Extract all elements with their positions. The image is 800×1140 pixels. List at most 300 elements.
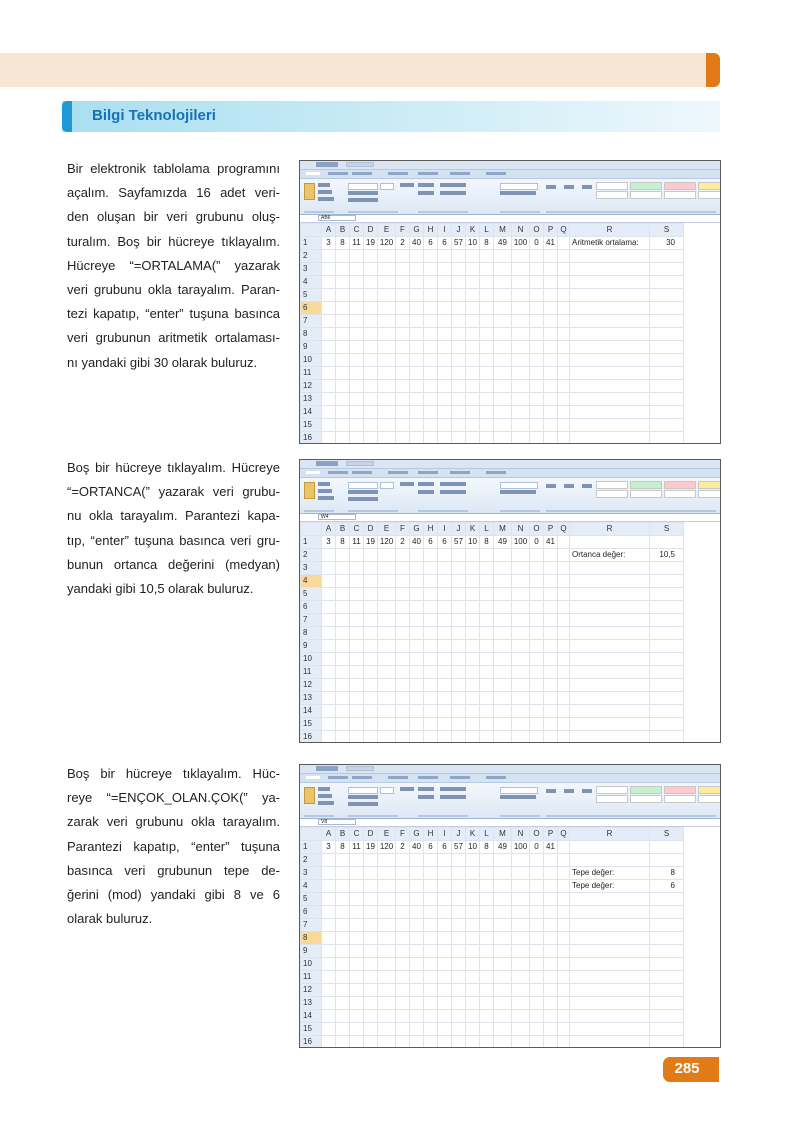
cell[interactable]	[650, 588, 684, 601]
column-header[interactable]: J	[452, 224, 466, 237]
cell[interactable]	[544, 315, 558, 328]
ribbon-dropdown[interactable]	[348, 787, 378, 794]
ribbon-icon[interactable]	[546, 789, 556, 793]
cell[interactable]	[350, 666, 364, 679]
cell[interactable]	[494, 997, 512, 1010]
cell[interactable]	[544, 588, 558, 601]
cell[interactable]	[544, 419, 558, 432]
data-cell[interactable]: 3	[322, 536, 336, 549]
cell[interactable]	[558, 1036, 570, 1049]
cell[interactable]	[466, 1036, 480, 1049]
cell[interactable]	[424, 315, 438, 328]
data-cell[interactable]: 49	[494, 536, 512, 549]
cell[interactable]	[558, 932, 570, 945]
cell[interactable]	[336, 984, 350, 997]
cell[interactable]	[466, 679, 480, 692]
cell[interactable]	[558, 945, 570, 958]
cell[interactable]	[512, 419, 530, 432]
cell[interactable]	[530, 679, 544, 692]
result-label[interactable]: Tepe değer:	[570, 880, 650, 893]
cell[interactable]	[350, 919, 364, 932]
data-cell[interactable]: 8	[480, 237, 494, 250]
column-header[interactable]: O	[530, 828, 544, 841]
cell[interactable]	[452, 679, 466, 692]
cell[interactable]	[480, 549, 494, 562]
cell[interactable]	[494, 880, 512, 893]
cell-style-swatch[interactable]	[698, 481, 721, 489]
row-header[interactable]: 16	[301, 731, 322, 744]
cell[interactable]	[570, 419, 650, 432]
ribbon-dropdown[interactable]	[348, 183, 378, 190]
cell[interactable]	[438, 971, 452, 984]
cell[interactable]	[364, 562, 378, 575]
cell[interactable]	[350, 932, 364, 945]
cell[interactable]	[322, 919, 336, 932]
cell[interactable]	[466, 906, 480, 919]
cell[interactable]	[396, 302, 410, 315]
cell[interactable]	[650, 679, 684, 692]
cell[interactable]	[466, 276, 480, 289]
cell[interactable]	[364, 718, 378, 731]
cell-style-swatch[interactable]	[664, 786, 696, 794]
cell[interactable]	[424, 692, 438, 705]
cell[interactable]	[452, 692, 466, 705]
cell[interactable]	[438, 328, 452, 341]
cell[interactable]	[650, 250, 684, 263]
column-header[interactable]: A	[322, 828, 336, 841]
ribbon-dropdown[interactable]	[380, 482, 394, 489]
column-header[interactable]: N	[512, 224, 530, 237]
cell[interactable]	[512, 984, 530, 997]
cell[interactable]	[466, 1023, 480, 1036]
cell[interactable]	[558, 679, 570, 692]
cell[interactable]	[570, 932, 650, 945]
cell[interactable]	[570, 367, 650, 380]
row-header[interactable]: 9	[301, 341, 322, 354]
cell[interactable]	[558, 380, 570, 393]
cell[interactable]	[452, 945, 466, 958]
cell[interactable]	[480, 984, 494, 997]
ribbon-icon[interactable]	[582, 185, 592, 189]
cell[interactable]	[494, 692, 512, 705]
cell[interactable]	[364, 971, 378, 984]
data-cell[interactable]: 40	[410, 536, 424, 549]
cell[interactable]	[466, 627, 480, 640]
cell[interactable]	[466, 932, 480, 945]
cell[interactable]	[378, 575, 396, 588]
cell[interactable]	[512, 919, 530, 932]
cell[interactable]	[544, 705, 558, 718]
cell[interactable]	[650, 640, 684, 653]
cell[interactable]	[480, 419, 494, 432]
cell[interactable]	[336, 562, 350, 575]
cell[interactable]	[378, 1036, 396, 1049]
cell[interactable]	[544, 731, 558, 744]
cell[interactable]	[350, 601, 364, 614]
cell[interactable]	[410, 880, 424, 893]
cell[interactable]	[480, 679, 494, 692]
ribbon-icon[interactable]	[318, 197, 334, 201]
cell[interactable]	[530, 880, 544, 893]
cell[interactable]	[650, 945, 684, 958]
cell[interactable]	[466, 250, 480, 263]
cell[interactable]	[452, 1010, 466, 1023]
data-cell[interactable]: 10	[466, 841, 480, 854]
cell[interactable]	[452, 867, 466, 880]
cell[interactable]	[378, 666, 396, 679]
ribbon-tab[interactable]	[486, 471, 506, 474]
cell[interactable]	[558, 867, 570, 880]
cell[interactable]	[396, 984, 410, 997]
cell[interactable]	[364, 302, 378, 315]
cell[interactable]	[364, 549, 378, 562]
cell[interactable]	[378, 945, 396, 958]
ribbon-icon[interactable]	[418, 490, 434, 494]
cell[interactable]	[336, 575, 350, 588]
column-header[interactable]: E	[378, 224, 396, 237]
cell[interactable]	[350, 731, 364, 744]
cell[interactable]	[544, 432, 558, 445]
cell[interactable]	[350, 1023, 364, 1036]
cell[interactable]	[650, 614, 684, 627]
cell[interactable]	[424, 549, 438, 562]
cell[interactable]	[336, 315, 350, 328]
cell[interactable]	[570, 302, 650, 315]
cell[interactable]	[322, 906, 336, 919]
cell[interactable]	[452, 328, 466, 341]
cell[interactable]	[570, 341, 650, 354]
cell[interactable]	[322, 971, 336, 984]
cell[interactable]	[650, 932, 684, 945]
cell[interactable]	[396, 692, 410, 705]
cell[interactable]	[512, 588, 530, 601]
cell[interactable]	[424, 731, 438, 744]
cell[interactable]	[378, 893, 396, 906]
ribbon-icon[interactable]	[500, 490, 536, 494]
cell[interactable]	[378, 432, 396, 445]
cell[interactable]	[466, 653, 480, 666]
cell[interactable]	[410, 315, 424, 328]
cell[interactable]	[558, 536, 570, 549]
ribbon-tab[interactable]	[388, 471, 408, 474]
cell[interactable]	[452, 718, 466, 731]
cell[interactable]	[452, 549, 466, 562]
data-cell[interactable]: 19	[364, 841, 378, 854]
cell[interactable]	[544, 945, 558, 958]
cell[interactable]	[364, 1010, 378, 1023]
data-cell[interactable]: 19	[364, 237, 378, 250]
data-cell[interactable]: 57	[452, 841, 466, 854]
cell[interactable]	[350, 854, 364, 867]
cell[interactable]	[336, 692, 350, 705]
cell[interactable]	[452, 432, 466, 445]
cell[interactable]	[410, 627, 424, 640]
cell[interactable]	[512, 406, 530, 419]
cell[interactable]	[336, 971, 350, 984]
cell[interactable]	[424, 289, 438, 302]
result-value[interactable]: 30	[650, 237, 684, 250]
cell[interactable]	[322, 627, 336, 640]
cell[interactable]	[512, 971, 530, 984]
column-header[interactable]: P	[544, 523, 558, 536]
cell[interactable]	[512, 1036, 530, 1049]
cell[interactable]	[512, 627, 530, 640]
select-all-corner[interactable]	[301, 224, 322, 237]
cell[interactable]	[410, 945, 424, 958]
cell[interactable]	[530, 263, 544, 276]
column-header[interactable]: N	[512, 828, 530, 841]
cell[interactable]	[512, 1023, 530, 1036]
ribbon-icon[interactable]	[348, 802, 378, 806]
cell[interactable]	[570, 640, 650, 653]
cell[interactable]	[322, 575, 336, 588]
cell[interactable]	[494, 906, 512, 919]
cell[interactable]	[336, 263, 350, 276]
cell[interactable]	[530, 718, 544, 731]
cell[interactable]	[558, 393, 570, 406]
cell[interactable]	[336, 432, 350, 445]
cell-style-swatch[interactable]	[630, 481, 662, 489]
column-header[interactable]: R	[570, 828, 650, 841]
cell[interactable]	[650, 575, 684, 588]
cell[interactable]	[410, 653, 424, 666]
cell[interactable]	[466, 601, 480, 614]
cell[interactable]	[322, 302, 336, 315]
name-box[interactable]: W4	[318, 514, 356, 520]
cell[interactable]	[350, 958, 364, 971]
cell[interactable]	[466, 867, 480, 880]
cell[interactable]	[410, 575, 424, 588]
cell[interactable]	[650, 718, 684, 731]
cell[interactable]	[336, 679, 350, 692]
cell[interactable]	[530, 653, 544, 666]
cell[interactable]	[558, 354, 570, 367]
cell[interactable]	[378, 562, 396, 575]
cell[interactable]	[512, 393, 530, 406]
column-header[interactable]: N	[512, 523, 530, 536]
cell[interactable]	[378, 315, 396, 328]
cell[interactable]	[480, 354, 494, 367]
ribbon-icon[interactable]	[440, 490, 466, 494]
cell[interactable]	[544, 854, 558, 867]
cell[interactable]	[530, 705, 544, 718]
cell[interactable]	[494, 562, 512, 575]
cell[interactable]	[530, 1036, 544, 1049]
cell[interactable]	[424, 880, 438, 893]
column-header[interactable]: G	[410, 828, 424, 841]
cell[interactable]	[558, 919, 570, 932]
cell[interactable]	[336, 627, 350, 640]
column-header[interactable]: Q	[558, 523, 570, 536]
cell[interactable]	[364, 945, 378, 958]
cell[interactable]	[364, 575, 378, 588]
cell[interactable]	[480, 276, 494, 289]
row-header[interactable]: 10	[301, 958, 322, 971]
cell[interactable]	[350, 1010, 364, 1023]
cell[interactable]	[480, 1036, 494, 1049]
cell[interactable]	[424, 393, 438, 406]
cell[interactable]	[364, 419, 378, 432]
cell[interactable]	[466, 971, 480, 984]
cell[interactable]	[424, 276, 438, 289]
cell[interactable]	[378, 263, 396, 276]
cell[interactable]	[480, 971, 494, 984]
cell[interactable]	[452, 562, 466, 575]
cell[interactable]	[452, 627, 466, 640]
cell[interactable]	[336, 1023, 350, 1036]
cell[interactable]	[480, 302, 494, 315]
cell[interactable]	[336, 614, 350, 627]
cell[interactable]	[570, 393, 650, 406]
cell[interactable]	[364, 367, 378, 380]
cell[interactable]	[396, 328, 410, 341]
cell[interactable]	[570, 588, 650, 601]
cell[interactable]	[364, 679, 378, 692]
column-header[interactable]: D	[364, 828, 378, 841]
cell[interactable]	[650, 341, 684, 354]
cell[interactable]	[650, 263, 684, 276]
cell[interactable]	[530, 854, 544, 867]
row-header[interactable]: 3	[301, 867, 322, 880]
column-header[interactable]: K	[466, 224, 480, 237]
cell[interactable]	[544, 380, 558, 393]
cell[interactable]	[364, 932, 378, 945]
cell[interactable]	[494, 549, 512, 562]
cell[interactable]	[452, 893, 466, 906]
cell[interactable]	[650, 997, 684, 1010]
result-label[interactable]: Tepe değer:	[570, 867, 650, 880]
row-header[interactable]: 4	[301, 276, 322, 289]
cell[interactable]	[410, 1036, 424, 1049]
cell[interactable]	[494, 718, 512, 731]
cell[interactable]	[466, 575, 480, 588]
cell[interactable]	[544, 614, 558, 627]
cell[interactable]	[466, 718, 480, 731]
cell[interactable]	[336, 328, 350, 341]
cell[interactable]	[396, 562, 410, 575]
cell[interactable]	[396, 406, 410, 419]
cell[interactable]	[530, 1023, 544, 1036]
cell[interactable]	[350, 692, 364, 705]
cell[interactable]	[396, 906, 410, 919]
cell[interactable]	[424, 250, 438, 263]
cell[interactable]	[558, 692, 570, 705]
cell[interactable]	[322, 289, 336, 302]
cell[interactable]	[424, 906, 438, 919]
cell[interactable]	[364, 640, 378, 653]
cell[interactable]	[322, 367, 336, 380]
row-header[interactable]: 6	[301, 601, 322, 614]
cell[interactable]	[424, 432, 438, 445]
cell[interactable]	[570, 984, 650, 997]
cell[interactable]	[396, 653, 410, 666]
cell[interactable]	[336, 250, 350, 263]
cell[interactable]	[336, 640, 350, 653]
row-header[interactable]: 9	[301, 640, 322, 653]
column-header[interactable]: O	[530, 523, 544, 536]
cell[interactable]	[452, 971, 466, 984]
cell[interactable]	[410, 562, 424, 575]
ribbon-icon[interactable]	[500, 795, 536, 799]
cell[interactable]	[336, 302, 350, 315]
cell[interactable]	[424, 1036, 438, 1049]
cell[interactable]	[570, 432, 650, 445]
cell[interactable]	[410, 250, 424, 263]
ribbon-tab[interactable]	[328, 471, 348, 474]
cell[interactable]	[570, 289, 650, 302]
cell[interactable]	[322, 679, 336, 692]
cell[interactable]	[336, 880, 350, 893]
cell[interactable]	[452, 984, 466, 997]
cell[interactable]	[378, 880, 396, 893]
cell[interactable]	[544, 627, 558, 640]
data-cell[interactable]: 6	[438, 237, 452, 250]
cell[interactable]	[322, 867, 336, 880]
cell[interactable]	[378, 367, 396, 380]
cell[interactable]	[396, 945, 410, 958]
cell[interactable]	[438, 958, 452, 971]
cell[interactable]	[350, 893, 364, 906]
cell[interactable]	[558, 276, 570, 289]
cell[interactable]	[452, 406, 466, 419]
cell[interactable]	[530, 919, 544, 932]
column-header[interactable]: C	[350, 828, 364, 841]
cell[interactable]	[494, 419, 512, 432]
cell[interactable]	[452, 854, 466, 867]
ribbon-dropdown[interactable]	[380, 183, 394, 190]
row-header[interactable]: 15	[301, 419, 322, 432]
cell[interactable]	[570, 1036, 650, 1049]
cell[interactable]	[494, 406, 512, 419]
cell[interactable]	[480, 653, 494, 666]
cell[interactable]	[480, 880, 494, 893]
ribbon-icon[interactable]	[348, 795, 378, 799]
cell[interactable]	[512, 958, 530, 971]
cell[interactable]	[494, 958, 512, 971]
cell[interactable]	[364, 601, 378, 614]
cell[interactable]	[410, 731, 424, 744]
cell[interactable]	[452, 380, 466, 393]
cell[interactable]	[480, 1023, 494, 1036]
cell[interactable]	[322, 893, 336, 906]
row-header[interactable]: 7	[301, 614, 322, 627]
quick-access-toolbar[interactable]	[316, 766, 338, 771]
cell[interactable]	[480, 919, 494, 932]
data-cell[interactable]: 57	[452, 536, 466, 549]
cell[interactable]	[438, 854, 452, 867]
cell[interactable]	[350, 705, 364, 718]
cell[interactable]	[650, 536, 684, 549]
ribbon-icon[interactable]	[400, 482, 414, 486]
cell[interactable]	[570, 380, 650, 393]
data-cell[interactable]: 8	[480, 536, 494, 549]
cell[interactable]	[396, 549, 410, 562]
cell[interactable]	[410, 601, 424, 614]
cell[interactable]	[558, 997, 570, 1010]
cell[interactable]	[512, 718, 530, 731]
cell[interactable]	[544, 893, 558, 906]
cell[interactable]	[480, 627, 494, 640]
cell[interactable]	[494, 679, 512, 692]
ribbon-tab[interactable]	[352, 776, 372, 779]
cell[interactable]	[452, 932, 466, 945]
cell[interactable]	[396, 1010, 410, 1023]
cell[interactable]	[424, 984, 438, 997]
cell[interactable]	[378, 1010, 396, 1023]
cell[interactable]	[378, 958, 396, 971]
cell[interactable]	[650, 971, 684, 984]
cell[interactable]	[322, 984, 336, 997]
